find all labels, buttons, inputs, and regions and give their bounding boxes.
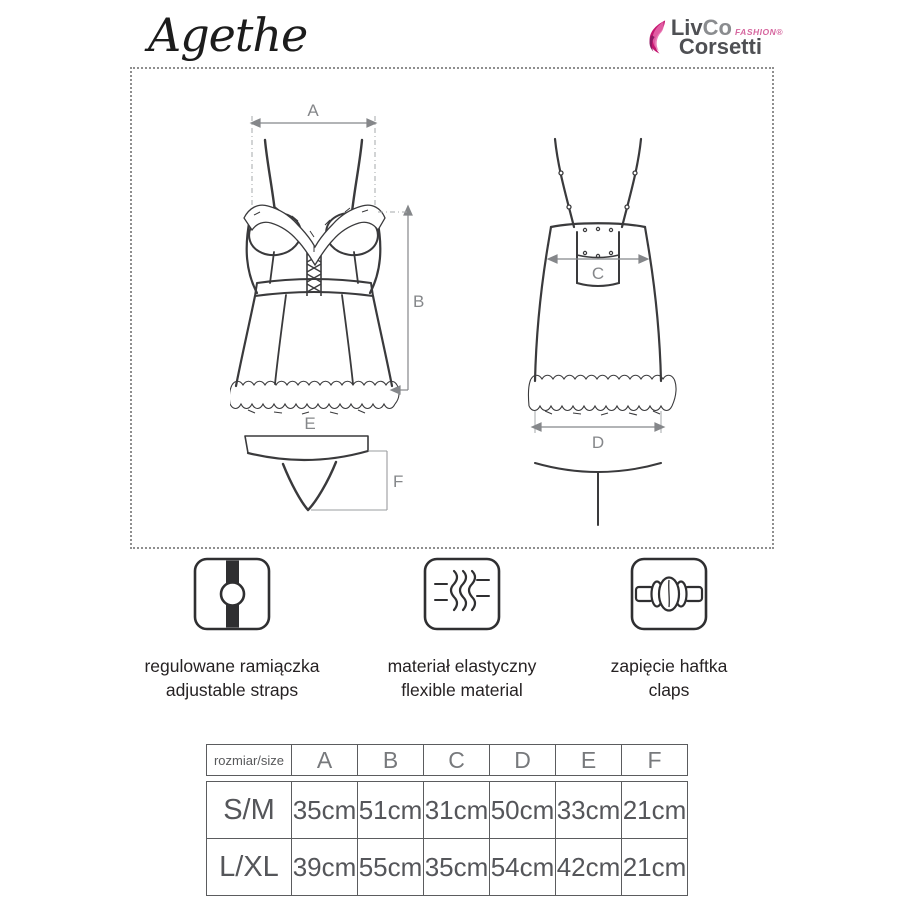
row-lxl-size: L/XL xyxy=(207,838,291,895)
feature-adjustable-straps xyxy=(117,556,347,702)
table-cell: 51cm xyxy=(357,782,423,838)
header-cell-size: rozmiar/size xyxy=(213,752,285,768)
size-table xyxy=(206,744,688,896)
header-cell-a: A xyxy=(291,745,357,775)
label-a: A xyxy=(307,101,319,120)
size-table-header xyxy=(206,744,688,776)
table-cell: 55cm xyxy=(357,838,423,895)
brand-co: Co xyxy=(702,14,732,40)
ribbon-logo-icon xyxy=(643,8,669,66)
fur-trim-hem xyxy=(230,381,399,414)
feature-text-en: claps xyxy=(648,679,690,700)
clasp-icon xyxy=(629,556,709,632)
feature-text-pl: zapięcie haftka xyxy=(610,656,728,676)
header-cell-d: D xyxy=(489,745,555,775)
table-cell: 31cm xyxy=(423,782,489,838)
label-d: D xyxy=(591,433,605,452)
label-e: E xyxy=(304,416,316,433)
flexible-material-icon xyxy=(422,556,502,632)
brand-corsetti: Corsetti xyxy=(678,33,762,59)
table-cell: 33cm xyxy=(555,782,621,838)
panty-front-drawing xyxy=(235,416,415,521)
feature-flexible-material xyxy=(347,556,577,702)
product-title: Agethe xyxy=(148,8,308,62)
front-view-drawing xyxy=(230,100,426,420)
dimension-a xyxy=(251,116,376,212)
dimension-c xyxy=(548,255,648,263)
label-c: C xyxy=(591,264,605,283)
table-cell: 50cm xyxy=(489,782,555,838)
panty-back-outline xyxy=(535,463,661,525)
label-f: F xyxy=(393,472,404,491)
label-b: B xyxy=(413,292,425,311)
table-cell: 35cm xyxy=(423,838,489,895)
table-cell: 54cm xyxy=(489,838,555,895)
feature-clasp xyxy=(554,556,784,702)
header-cell-c: C xyxy=(423,745,489,775)
panty-outline xyxy=(245,436,368,510)
feature-text-pl: materiał elastyczny xyxy=(387,656,537,676)
feature-text-en: flexible material xyxy=(401,679,523,700)
table-cell: 39cm xyxy=(291,838,357,895)
size-table-body xyxy=(206,781,688,896)
header-cell-f: F xyxy=(621,745,687,775)
header-cell-b: B xyxy=(357,745,423,775)
brand-logo xyxy=(643,8,783,66)
table-cell: 35cm xyxy=(291,782,357,838)
feature-text-en: adjustable straps xyxy=(165,679,299,700)
dimension-b xyxy=(378,206,412,394)
brand-logo-text xyxy=(670,14,783,59)
header-cell-e: E xyxy=(555,745,621,775)
row-sm-size: S/M xyxy=(223,793,275,826)
feature-text-pl: regulowane ramiączka xyxy=(144,656,320,676)
table-cell: 21cm xyxy=(621,782,687,838)
brand-liv: Liv xyxy=(670,14,703,40)
adjustable-strap-icon xyxy=(192,556,272,632)
table-cell: 42cm xyxy=(555,838,621,895)
fur-trim-back-hem xyxy=(528,375,676,415)
back-view-drawing xyxy=(525,133,685,528)
table-cell: 21cm xyxy=(621,838,687,895)
brand-fashion-tag: FASHION® xyxy=(734,26,783,37)
